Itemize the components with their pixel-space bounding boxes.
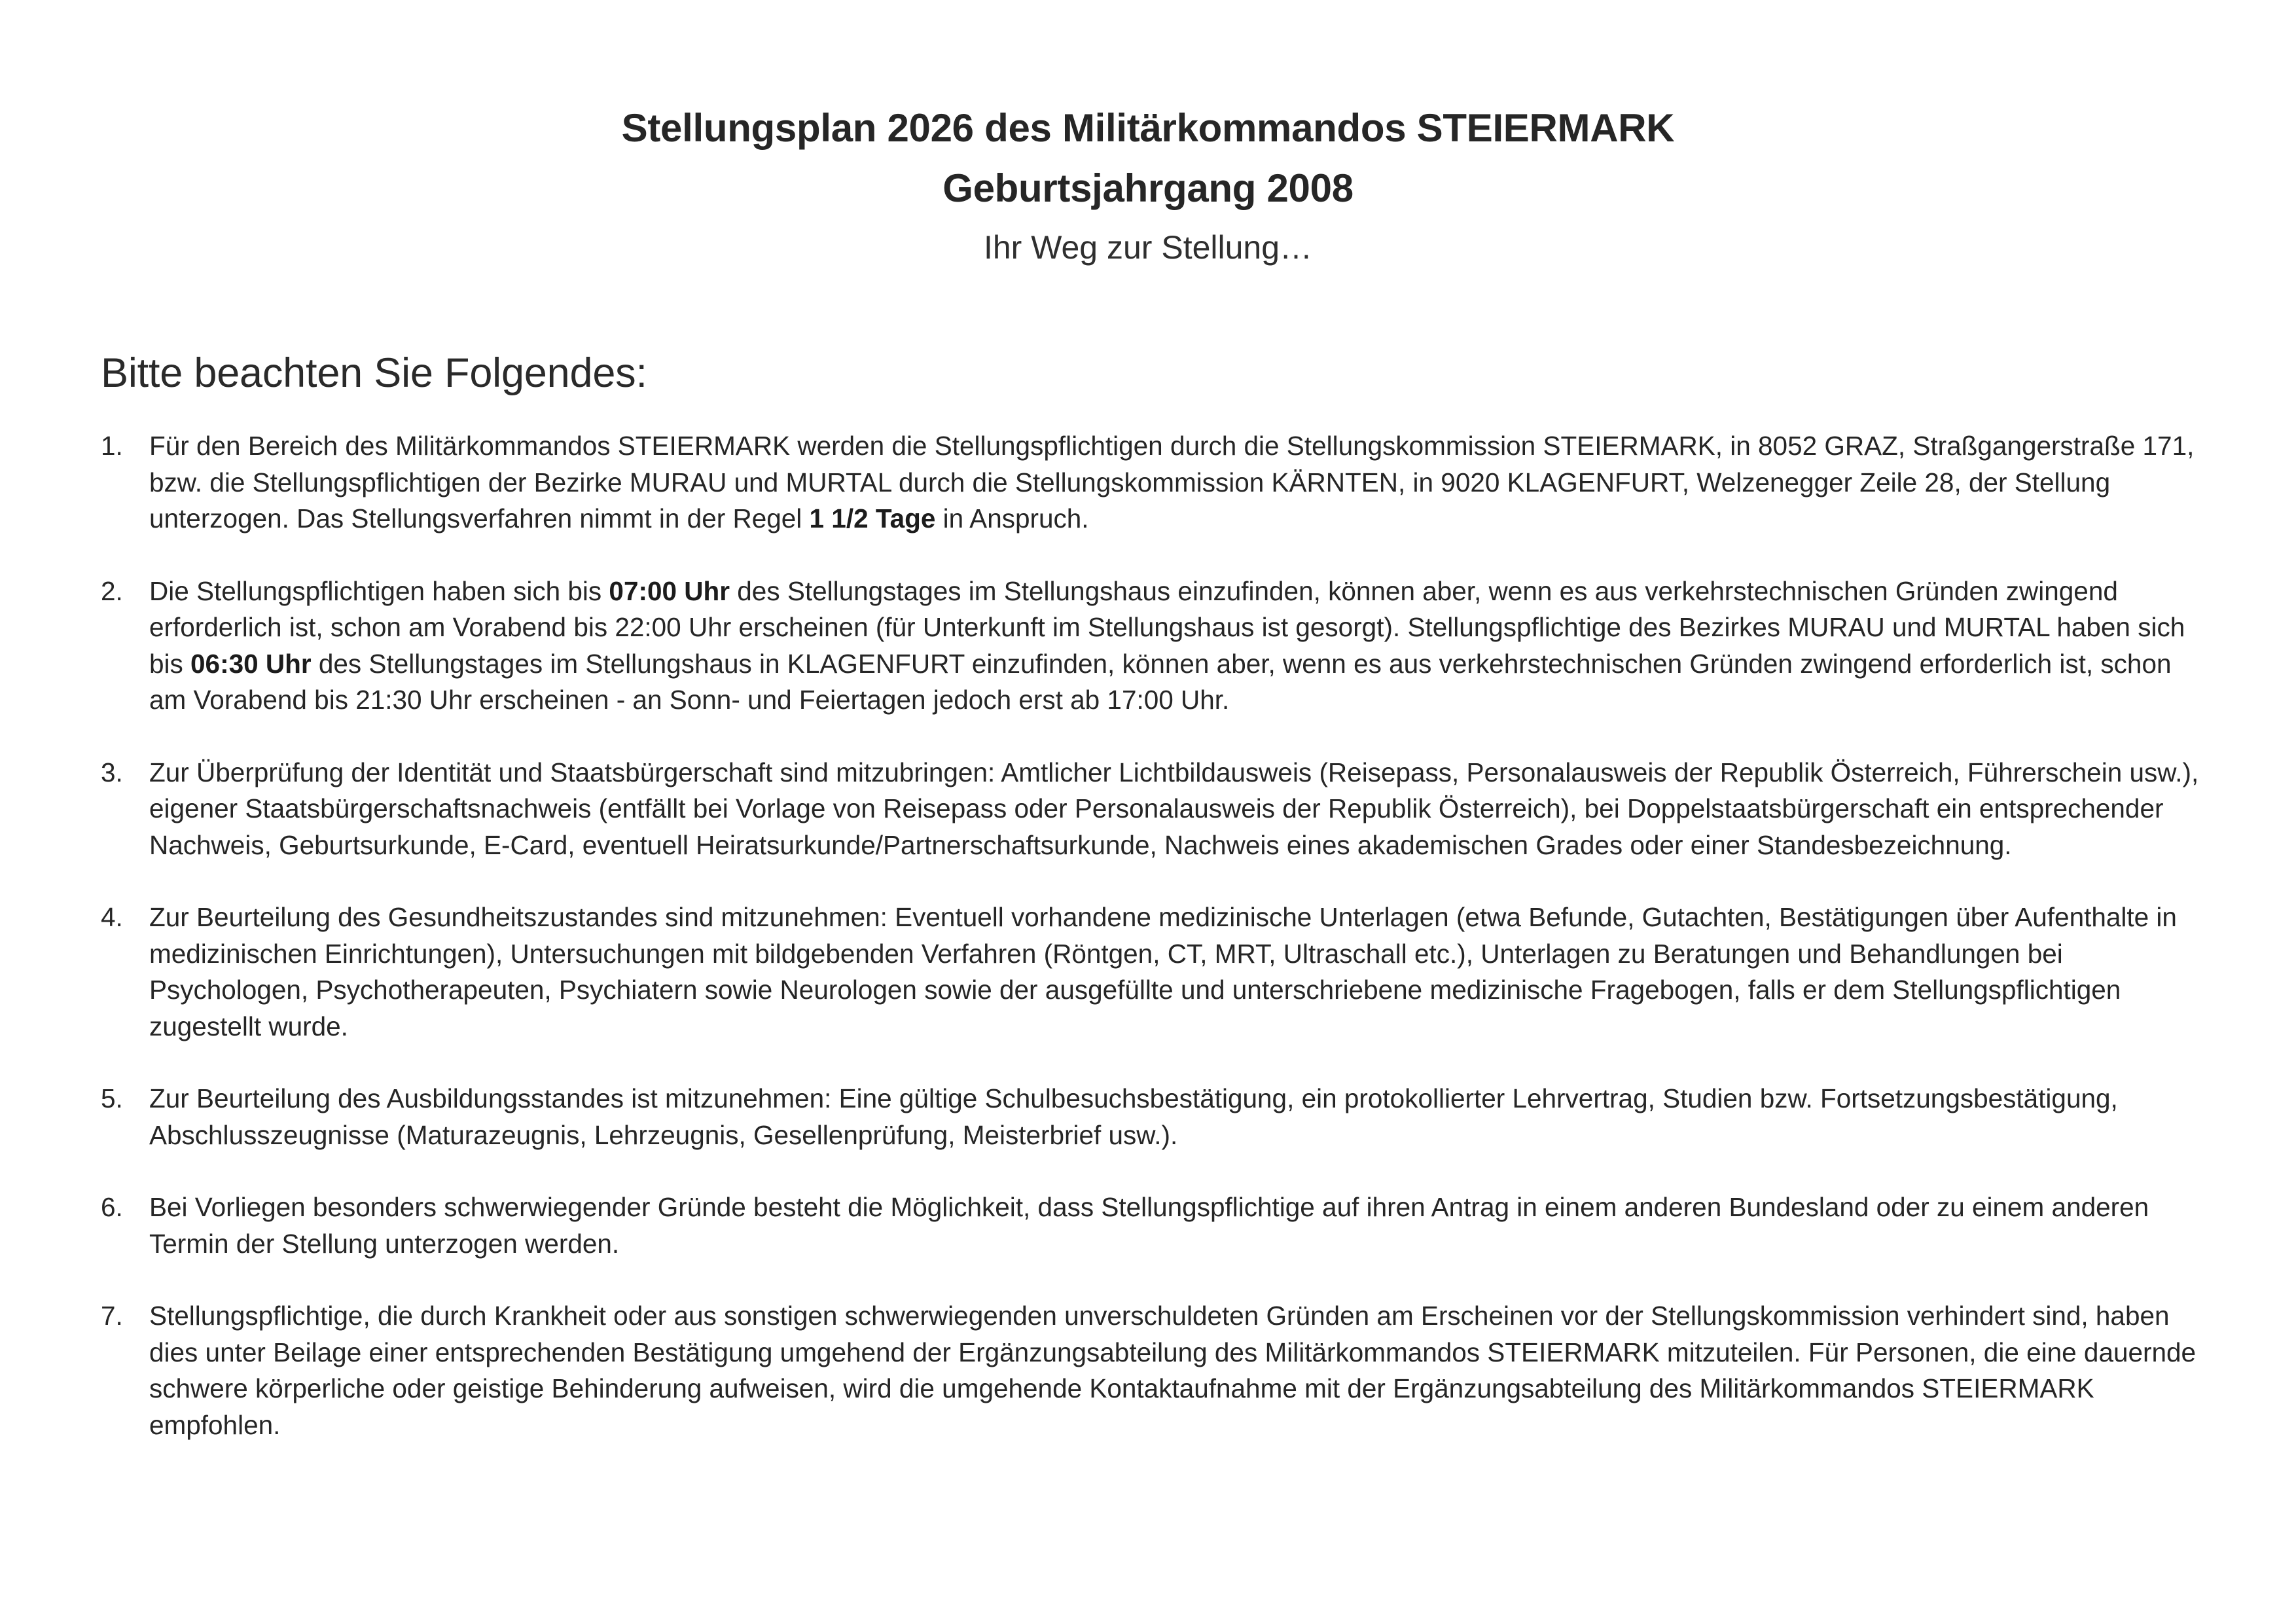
note-text <box>149 899 2208 1045</box>
note-item <box>101 573 2208 719</box>
page-title: Stellungsplan 2026 des Militärkommandos STEIERMARK <box>621 106 1675 150</box>
note-text-segment: Bei Vorliegen besonders schwerwiegender Gründe besteht die Möglichkeit, dass Stellungspflichtige auf ihren Antrag in einem anderen Bundesland oder zu einem anderen Termin der Stellung unterzogen werden. <box>149 1192 2149 1259</box>
note-text <box>149 755 2208 864</box>
note-text <box>149 1081 2208 1153</box>
note-number: 7. <box>101 1301 123 1331</box>
note-text-segment: Für den Bereich des Militärkommandos STEIERMARK werden die Stellungspflichtigen durch die Stellungskommission STEIERMARK, in 8052 GRAZ, Straßgangerstraße 171, bzw. die Stellungspflichtigen der Bezirke MURAU und MURTAL durch die Stellungskommission KÄRNTEN, in 9020 KLAGENFURT, Welzenegger Zeile 28, der Stellung unterzogen. Das Stellungsverfahren nimmt in der Regel <box>149 431 2195 533</box>
note-item <box>101 1298 2208 1443</box>
note-text-segment: des Stellungstages im Stellungshaus einzufinden, können aber, wenn es aus verkehrstechnischen Gründen zwingend erforderlich ist, schon am Vorabend bis 22:00 Uhr erscheinen (für Unterkunft im Stellungshaus ist gesorgt). Stellungspflichtige des Bezirkes MURAU und MURTAL haben sich bis <box>149 575 2185 679</box>
notes-list <box>101 428 2208 1479</box>
intro-heading: Bitte beachten Sie Folgendes: <box>101 350 647 396</box>
note-text-segment: Zur Beurteilung des Ausbildungsstandes ist mitzunehmen: Eine gültige Schulbesuchsbestätigung, ein protokollierter Lehrvertrag, Studien bzw. Fortsetzungsbestätigung, Abschlusszeugnisse (Maturazeugnis, Lehrzeugnis, Gesellenprüfung, Meisterbrief usw.). <box>149 1083 2118 1150</box>
note-text <box>149 1189 2208 1262</box>
note-emphasis: 07:00 Uhr <box>609 575 730 606</box>
note-number: 1. <box>101 431 123 461</box>
note-emphasis: 1 1/2 Tage <box>809 503 936 533</box>
note-number: 2. <box>101 575 123 606</box>
note-item <box>101 1081 2208 1153</box>
note-text-segment: des Stellungstages im Stellungshaus in KLAGENFURT einzufinden, können aber, wenn es aus verkehrstechnischen Gründen zwingend erforderlich ist, schon am Vorabend bis 21:30 Uhr erscheinen - an Sonn- und Feiertagen jedoch erst ab 17:00 Uhr. <box>149 648 2172 715</box>
note-text <box>149 428 2208 537</box>
note-text <box>149 1298 2208 1443</box>
note-text-segment: in Anspruch. <box>935 503 1089 533</box>
note-text-segment: Zur Beurteilung des Gesundheitszustandes sind mitzunehmen: Eventuell vorhandene medizinische Unterlagen (etwa Befunde, Gutachten, Bestätigungen über Aufenthalte in medizinischen Einrichtungen), Untersuchungen mit bildgebenden Verfahren (Röntgen, CT, MRT, Ultraschall etc.), Unterlagen zu Beratungen und Behandlungen bei Psychologen, Psychotherapeuten, Psychiatern sowie Neurologen sowie der ausgefüllte und unterschriebene medizinische Fragebogen, falls er dem Stellungspflichtigen zugestellt wurde. <box>149 902 2177 1041</box>
note-item <box>101 1189 2208 1262</box>
page-subtitle: Ihr Weg zur Stellung… <box>983 229 1313 266</box>
note-item <box>101 428 2208 537</box>
note-number: 4. <box>101 902 123 932</box>
note-item <box>101 899 2208 1045</box>
note-text-segment: Die Stellungspflichtigen haben sich bis <box>149 575 609 606</box>
note-text-segment: Stellungspflichtige, die durch Krankheit oder aus sonstigen schwerwiegenden unverschuldeten Gründen am Erscheinen vor der Stellungskommission verhindert sind, haben dies unter Beilage einer entsprechenden Bestätigung umgehend der Ergänzungsabteilung des Militärkommandos STEIERMARK mitzuteilen. Für Personen, die eine dauernde schwere körperliche oder geistige Behinderung aufweisen, wird die umgehende Kontaktaufnahme mit der Ergänzungsabteilung des Militärkommandos STEIERMARK empfohlen. <box>149 1301 2197 1440</box>
note-number: 6. <box>101 1192 123 1222</box>
note-number: 3. <box>101 757 123 787</box>
document-header <box>0 98 2296 271</box>
note-item <box>101 755 2208 864</box>
note-text-segment: Zur Überprüfung der Identität und Staatsbürgerschaft sind mitzubringen: Amtlicher Lichtbildausweis (Reisepass, Personalausweis der Republik Österreich, Führerschein usw.), eigener Staatsbürgerschaftsnachweis (entfällt bei Vorlage von Reisepass oder Personalausweis der Republik Österreich), bei Doppelstaatsbürgerschaft ein entsprechender Nachweis, Geburtsurkunde, E-Card, eventuell Heiratsurkunde/Partnerschaftsurkunde, Nachweis eines akademischen Grades oder einer Standesbezeichnung. <box>149 757 2199 860</box>
note-emphasis: 06:30 Uhr <box>190 648 312 679</box>
note-number: 5. <box>101 1083 123 1113</box>
note-text <box>149 573 2208 719</box>
page-title-year: Geburtsjahrgang 2008 <box>942 166 1354 210</box>
